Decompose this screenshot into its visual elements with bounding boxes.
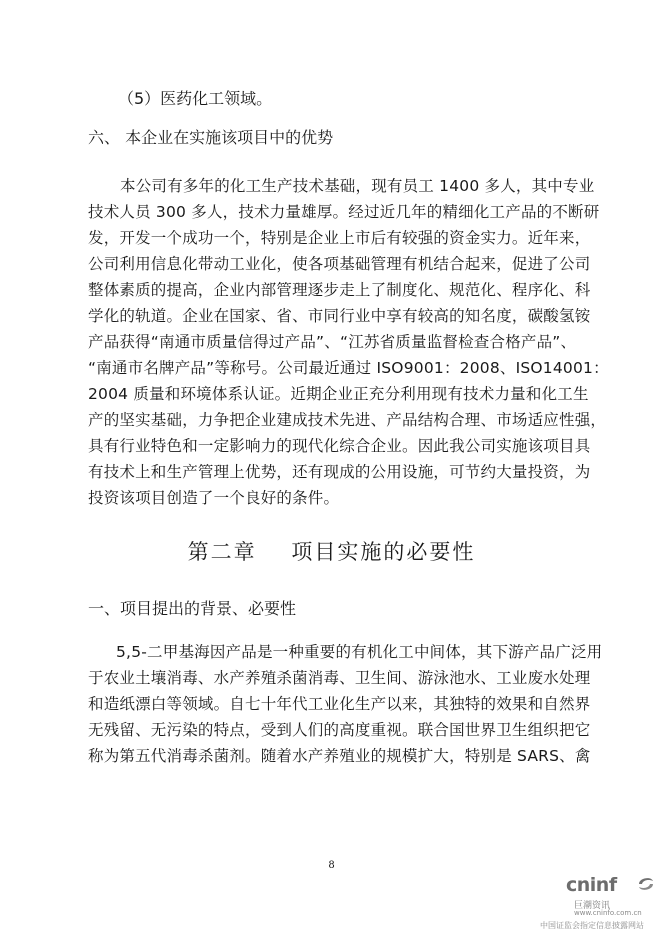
watermark-org: 中国证监会指定信息披露网站 <box>540 921 644 930</box>
paragraph-line: 有技术上和生产管理上优势，还有现成的公用设施，可节约大量投资，为 <box>88 463 591 481</box>
paragraph-line: 和造纸漂白等领域。自七十年代工业化生产以来，其独特的效果和自然界 <box>88 695 591 713</box>
watermark-logo: cninf <box>566 874 617 896</box>
page-number: 8 <box>328 860 335 871</box>
list-item-5: （5）医药化工领域。 <box>118 89 273 108</box>
paragraph-line: 无残留、无污染的特点，受到人们的高度重视。联合国世界卫生组织把它 <box>88 721 591 739</box>
paragraph-line: 公司利用信息化带动工业化，使各项基础管理有机结合起来，促进了公司 <box>88 255 591 273</box>
watermark-url: www.cninfo.com.cn <box>574 909 642 917</box>
paragraph-line: 2004 质量和环境体系认证。近期企业正充分利用现有技术力量和化工生 <box>88 385 589 403</box>
swirl-logo-icon <box>636 874 656 894</box>
section-heading-advantage: 六、 本企业在实施该项目中的优势 <box>88 128 334 147</box>
paragraph-line: 本公司有多年的化工生产技术基础，现有员工 1400 多人，其中专业 <box>120 177 595 195</box>
paragraph-line: 具有行业特色和一定影响力的现代化综合企业。因此我公司实施该项目具 <box>88 437 591 455</box>
paragraph-line: 投资该项目创造了一个良好的条件。 <box>88 489 340 507</box>
watermark-subtitle: 巨潮资讯 <box>574 901 611 911</box>
paragraph-line: 产品获得“南通市质量信得过产品”、“江苏省质量监督检查合格产品”、 <box>88 333 577 351</box>
section-heading-background: 一、项目提出的背景、必要性 <box>88 599 297 618</box>
paragraph-line: 产的坚实基础，力争把企业建成技术先进、产品结构合理、市场适应性强， <box>88 411 607 429</box>
paragraph-line: 发，开发一个成功一个，特别是企业上市后有较强的资金实力。近年来， <box>88 229 591 247</box>
paragraph-line: 称为第五代消毒杀菌剂。随着水产养殖业的规模扩大，特别是 SARS、禽 <box>88 747 591 765</box>
chapter-title: 第二章 项目实施的必要性 <box>187 540 476 564</box>
paragraph-line: 技术人员 300 多人，技术力量雄厚。经过近几年的精细化工产品的不断研 <box>88 203 600 221</box>
paragraph-line: 学化的轨道。企业在国家、省、市同行业中享有较高的知名度，碳酸氢铵 <box>88 307 591 325</box>
cninfo-watermark <box>540 868 663 936</box>
paragraph-line: “南通市名牌产品”等称号。公司最近通过 ISO9001：2008、ISO14001： <box>88 359 609 377</box>
paragraph-line: 5,5-二甲基海因产品是一种重要的有机化工中间体，其下游产品广泛用 <box>116 643 603 661</box>
paragraph-line: 于农业土壤消毒、水产养殖杀菌消毒、卫生间、游泳池水、工业废水处理 <box>88 669 591 687</box>
paragraph-line: 整体素质的提高，企业内部管理逐步走上了制度化、规范化、程序化、科 <box>88 281 591 299</box>
